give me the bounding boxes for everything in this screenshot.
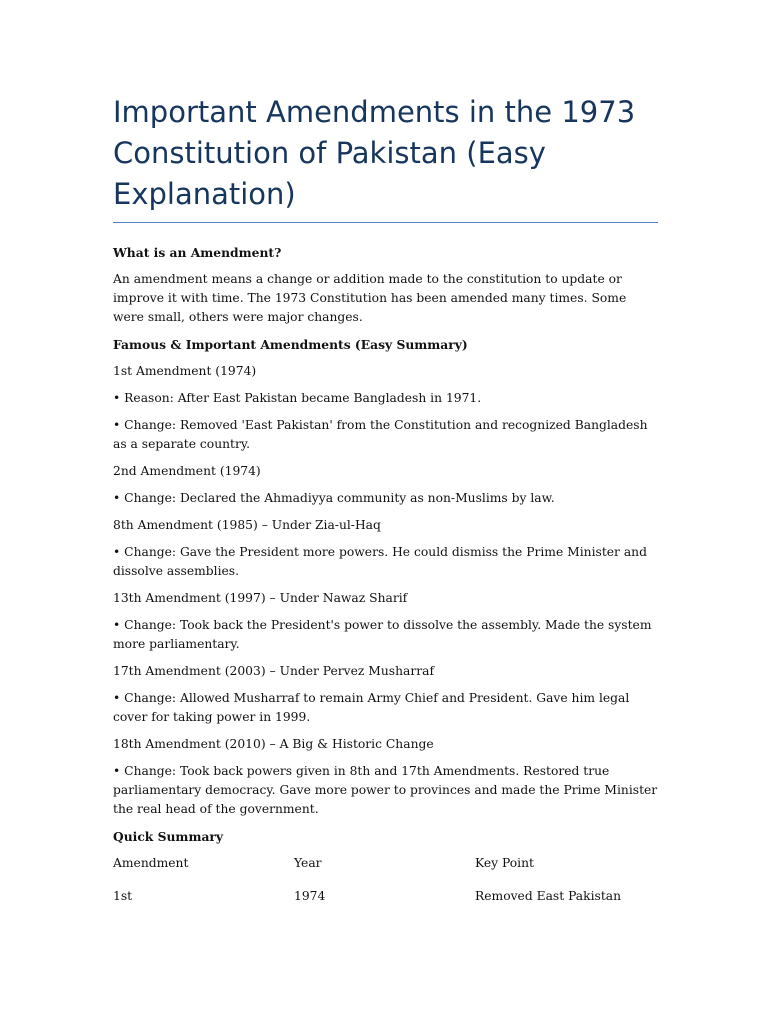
bullet-point: • Change: Gave the President more powers. He could dismiss the Prime Minister and dissolve assemblies. — [113, 545, 647, 578]
bullet-point: • Reason: After East Pakistan became Bangladesh in 1971. — [113, 391, 482, 405]
table-header-row — [113, 854, 621, 887]
table-cell: 1974 — [294, 889, 326, 903]
table-cell: Removed East Pakistan — [475, 889, 622, 903]
table-row — [113, 887, 621, 906]
document-title: Important Amendments in the 1973 Constitution of Pakistan (Easy Explanation) — [113, 95, 636, 211]
paragraph: An amendment means a change or addition made to the constitution to update or improve it with time. The 1973 Constitution has been amended many times. Some were small, others were major changes. — [113, 272, 627, 324]
amendment-heading: 18th Amendment (2010) – A Big & Historic Change — [113, 737, 434, 751]
body-paragraphs — [113, 243, 658, 846]
summary-table — [113, 854, 621, 906]
table-header-cell: Amendment — [113, 856, 189, 870]
amendment-heading: 8th Amendment (1985) – Under Zia-ul-Haq — [113, 518, 381, 532]
amendment-heading: 2nd Amendment (1974) — [113, 464, 261, 478]
section-heading: What is an Amendment? — [113, 245, 282, 260]
bullet-point: • Change: Allowed Musharraf to remain Army Chief and President. Gave him legal cover for taking power in 1999. — [113, 691, 630, 724]
amendment-heading: 17th Amendment (2003) – Under Pervez Musharraf — [113, 664, 435, 678]
title-divider — [113, 222, 658, 223]
document-content — [113, 92, 658, 906]
section-heading: Famous & Important Amendments (Easy Summary) — [113, 337, 468, 352]
table-header-cell: Key Point — [475, 856, 534, 870]
section-heading: Quick Summary — [113, 829, 224, 844]
table-header-cell: Year — [294, 856, 322, 870]
amendment-heading: 13th Amendment (1997) – Under Nawaz Sharif — [113, 591, 408, 605]
bullet-point: • Change: Declared the Ahmadiyya community as non-Muslims by law. — [113, 491, 555, 505]
bullet-point: • Change: Took back powers given in 8th and 17th Amendments. Restored true parliamentary democracy. Gave more power to provinces and made the Prime Minister the real head of the government. — [113, 764, 658, 816]
bullet-point: • Change: Removed 'East Pakistan' from the Constitution and recognized Bangladesh as a separate country. — [113, 418, 648, 451]
table-cell: 1st — [113, 889, 133, 903]
amendment-heading: 1st Amendment (1974) — [113, 364, 257, 378]
bullet-point: • Change: Took back the President's power to dissolve the assembly. Made the system more parliamentary. — [113, 618, 652, 651]
